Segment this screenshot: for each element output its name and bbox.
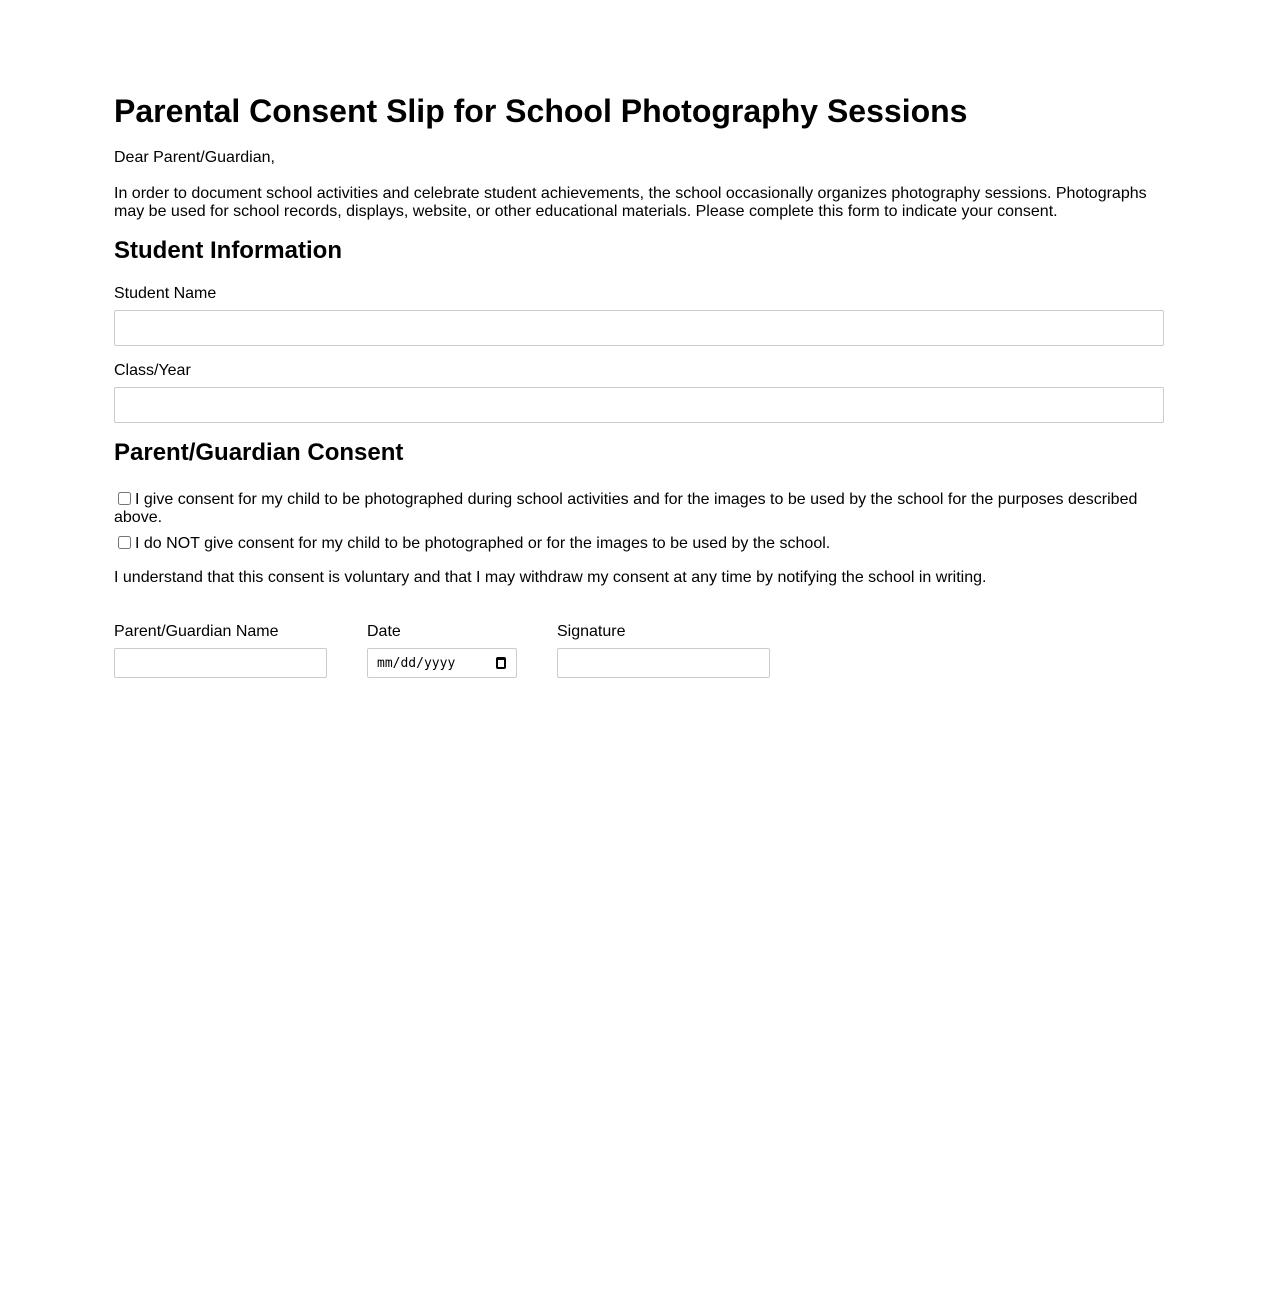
intro-paragraph: In order to document school activities and celebrate student achievements, the school occasionally organizes photography sessions. Photographs may be used for school records, displays, website, or other educational materials. Please complete this form to indicate your consent. bbox=[114, 185, 1147, 220]
guardian-name-label: Parent/Guardian Name bbox=[114, 623, 279, 640]
date-field-group bbox=[367, 623, 517, 678]
student-name-input[interactable] bbox=[114, 310, 1164, 346]
student-name-label: Student Name bbox=[114, 285, 217, 302]
give-consent-option bbox=[114, 491, 1164, 527]
student-name-field-group bbox=[114, 285, 1164, 346]
deny-consent-label[interactable]: I do NOT give consent for my child to be photographed or for the images to be used by the school. bbox=[135, 535, 831, 552]
date-label: Date bbox=[367, 623, 401, 640]
class-year-label: Class/Year bbox=[114, 362, 191, 379]
date-input[interactable] bbox=[367, 648, 517, 678]
class-year-input[interactable] bbox=[114, 387, 1164, 423]
calendar-icon[interactable] bbox=[496, 657, 506, 669]
voluntary-consent-statement: I understand that this consent is voluntary and that I may withdraw my consent at any time by notifying the school in writing. bbox=[114, 569, 987, 586]
deny-consent-option bbox=[114, 535, 1164, 553]
student-information-heading: Student Information bbox=[114, 237, 342, 264]
signature-field-group bbox=[557, 623, 770, 678]
greeting-text: Dear Parent/Guardian, bbox=[114, 149, 275, 166]
date-placeholder: mm/dd/yyyy bbox=[377, 655, 456, 671]
guardian-name-field-group bbox=[114, 623, 327, 678]
student-information-section bbox=[114, 237, 1164, 423]
guardian-name-input[interactable] bbox=[114, 648, 327, 678]
consent-form-page bbox=[114, 0, 1164, 678]
class-year-field-group bbox=[114, 362, 1164, 423]
signature-input[interactable] bbox=[557, 648, 770, 678]
deny-consent-checkbox[interactable] bbox=[118, 536, 131, 549]
parent-consent-section bbox=[114, 439, 1164, 587]
signature-label: Signature bbox=[557, 623, 626, 640]
give-consent-label[interactable]: I give consent for my child to be photographed during school activities and for the images to be used by the school for the purposes described above. bbox=[114, 491, 1138, 526]
page-title: Parental Consent Slip for School Photography Sessions bbox=[114, 93, 968, 129]
give-consent-checkbox[interactable] bbox=[118, 492, 131, 505]
signature-section bbox=[114, 623, 1164, 678]
parent-consent-heading: Parent/Guardian Consent bbox=[114, 439, 404, 466]
